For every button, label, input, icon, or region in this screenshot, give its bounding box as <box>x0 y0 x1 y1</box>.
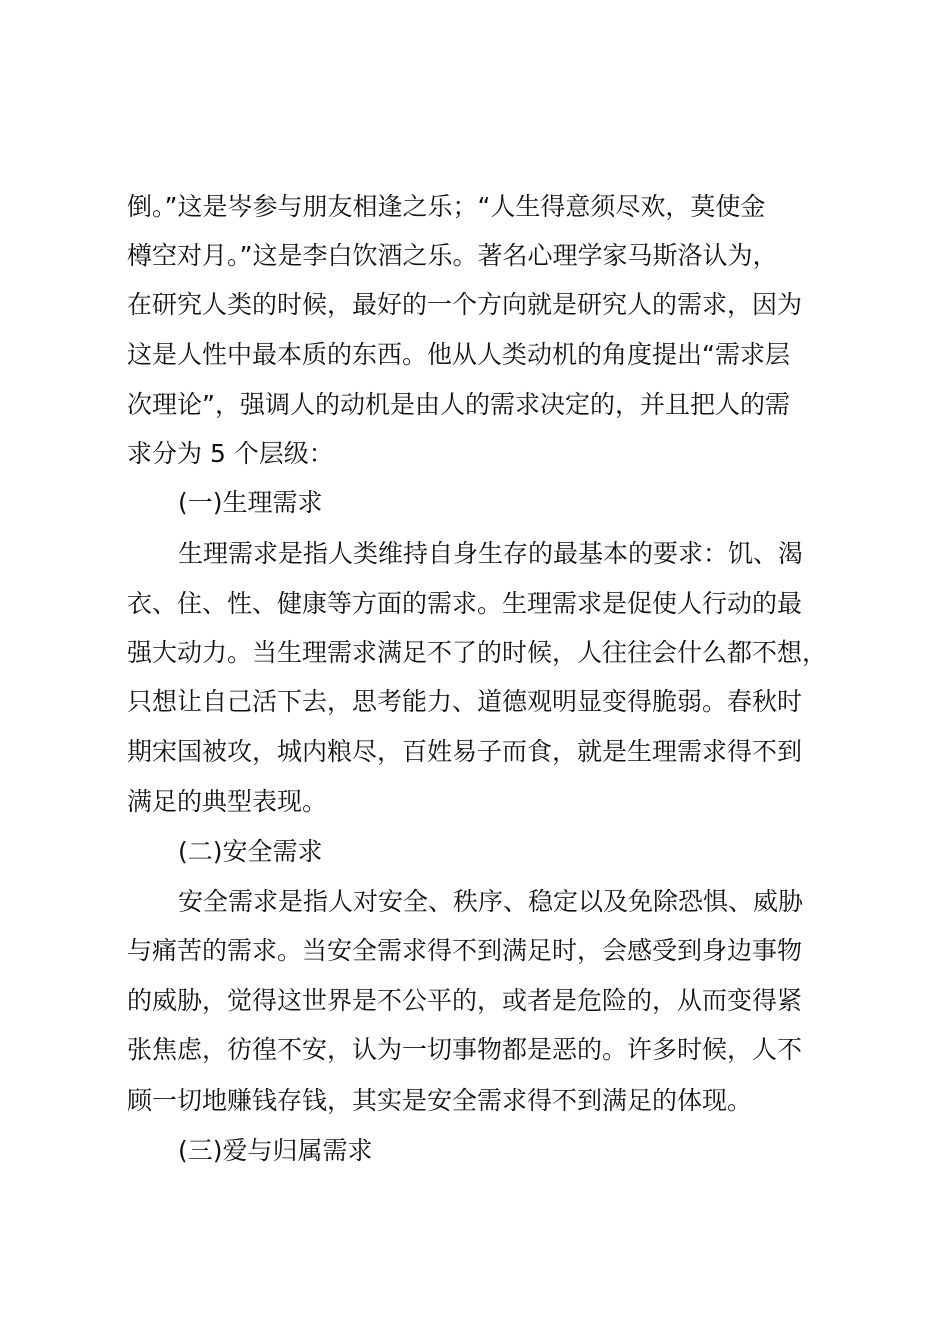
text-line: 樽空对月。”这是李白饮酒之乐。著名心理学家马斯洛认为， <box>127 241 778 270</box>
text-line: 衣、住、性、健康等方面的需求。生理需求是促使人行动的最 <box>127 589 803 618</box>
text-line: 与痛苦的需求。当安全需求得不到满足时，会感受到身边事物 <box>127 936 803 965</box>
text-line: 在研究人类的时候，最好的一个方向就是研究人的需求，因为 <box>127 290 803 319</box>
text-line: 只想让自己活下去，思考能力、道德观明显变得脆弱。春秋时 <box>127 687 803 716</box>
section-heading: (三)爱与归属需求 <box>178 1136 373 1165</box>
text-line: 期宋国被攻，城内粮尽，百姓易子而食，就是生理需求得不到 <box>127 737 803 766</box>
text-line: 强大动力。当生理需求满足不了的时候，人往往会什么都不想， <box>127 638 828 667</box>
paragraph-first-line: 生理需求是指人类维持自身生存的最基本的要求：饥、渴 <box>178 539 804 568</box>
text-line: 求分为 5 个层级： <box>127 439 334 468</box>
paragraph-first-line: 安全需求是指人对安全、秩序、稳定以及免除恐惧、威胁 <box>178 887 804 916</box>
text-line: 张焦虑，彷徨不安，认为一切事物都是恶的。许多时候，人不 <box>127 1035 803 1064</box>
text-line: 满足的典型表现。 <box>127 787 328 816</box>
text-line: 倒。”这是岑参与朋友相逢之乐；“人生得意须尽欢，莫使金 <box>127 192 766 221</box>
text-line: 这是人性中最本质的东西。他从人类动机的角度提出“需求层 <box>127 340 790 369</box>
section-heading: (一)生理需求 <box>178 488 323 517</box>
text-line: 的威胁，觉得这世界是不公平的，或者是危险的，从而变得紧 <box>127 986 803 1015</box>
section-heading: (二)安全需求 <box>178 837 323 866</box>
text-line: 顾一切地赚钱存钱，其实是安全需求得不到满足的体现。 <box>127 1086 753 1115</box>
text-line: 次理论”，强调人的动机是由人的需求决定的，并且把人的需 <box>127 390 790 419</box>
